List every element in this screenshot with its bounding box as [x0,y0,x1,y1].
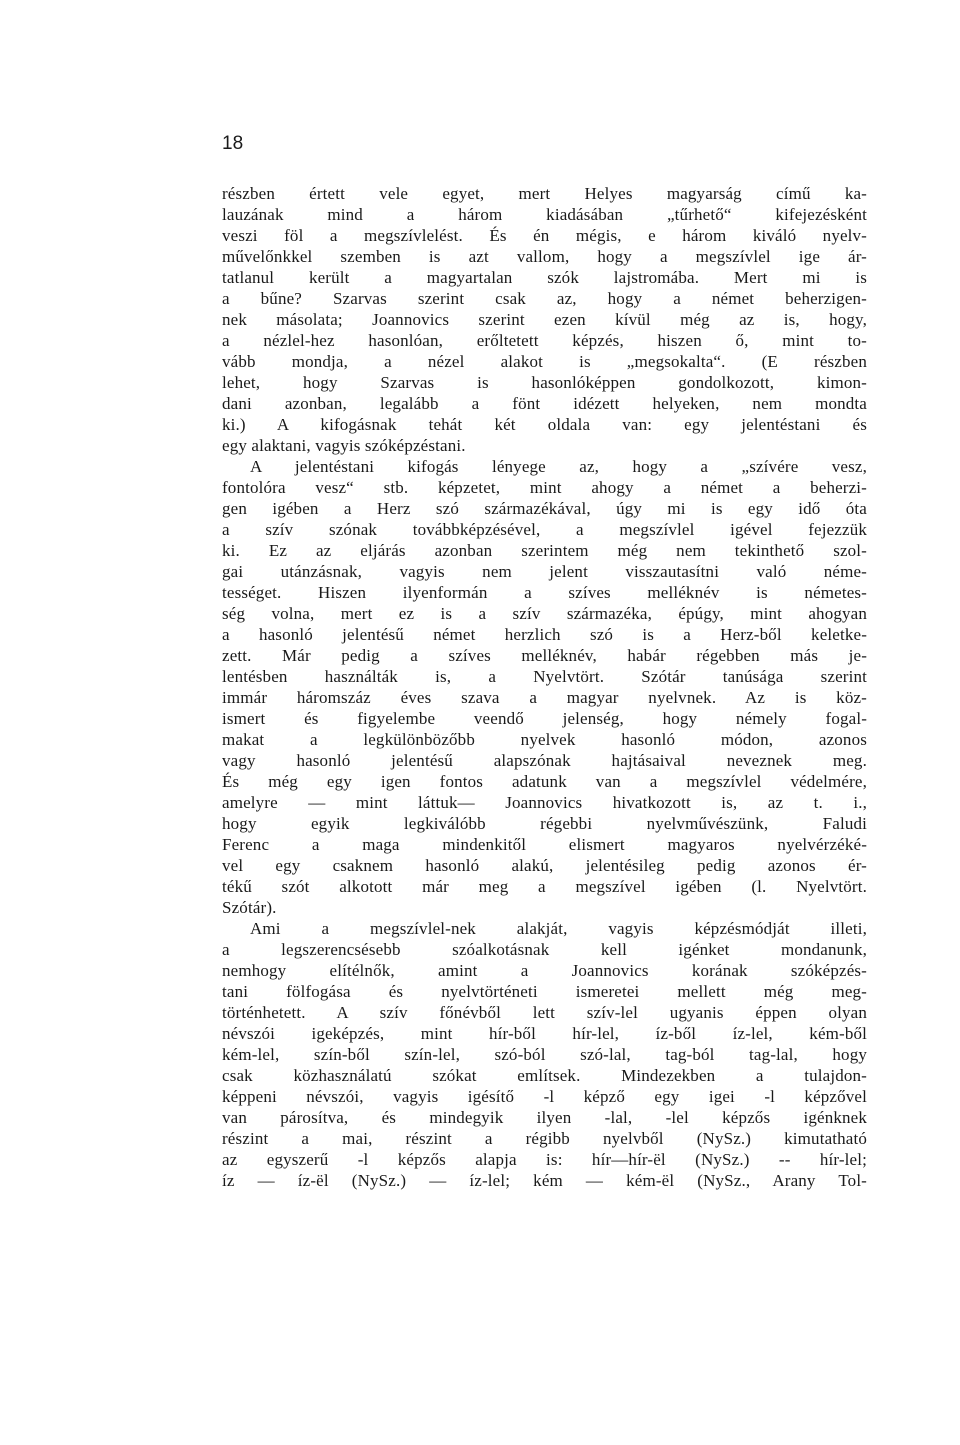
text-line: történhetett. A szív főnévből lett szív-lel ugyanis éppen olyan [222,1003,867,1022]
text-line: nemhogy elítélnők, amint a Joannovics korának szóképzés- [222,961,867,980]
text-line: vel egy csaknem hasonló alakú, jelentésileg pedig azonos ér- [222,856,867,875]
paragraph [222,918,867,1191]
text-line: tatlanul került a magyartalan szók lajstromába. Mert mi is [222,268,867,287]
text-line: gen igében a Herz szó származékával, úgy mi is egy idő óta [222,499,867,518]
text-line: a hasonló jelentésű német herzlich szó is a Herz-ből keletke- [222,625,867,644]
text-line: lehet, hogy Szarvas is hasonlóképpen gondolkozott, kimon- [222,373,867,392]
text-line: A jelentéstani kifogás lényege az, hogy a „szívére vesz, [250,457,867,476]
text-line: névszói igeképzés, mint hír-ből hír-lel, íz-ből íz-lel, kém-ből [222,1024,867,1043]
text-line: gai utánzásnak, vagyis nem jelent visszautasítni való néme- [222,562,867,581]
text-line: a legszerencsésebb szóalkotásnak kell igénket mondanunk, [222,940,867,959]
text-line: a nézlel-hez hasonlóan, erőltetett képzés, hiszen ő, mint to- [222,331,867,350]
text-line: Ami a megszívlel-nek alakját, vagyis képzésmódját illeti, [250,919,867,938]
text-line: tékű szót alkotott már meg a megszível igében (l. Nyelvtört. [222,877,867,896]
text-line: Ferenc a maga mindenkitől elismert magyaros nyelvérzéké- [222,835,867,854]
text-line: zett. Már pedig a szíves melléknév, habár régebben más je- [222,646,867,665]
text-line: fontolóra vesz“ stb. képzetet, mint ahogy a német a beherzi- [222,478,867,497]
text-line: ki.) A kifogásnak tehát két oldala van: egy jelentéstani és [222,415,867,434]
text-line: részint a mai, részint a régibb nyelvből (NySz.) kimutatható [222,1129,867,1148]
text-line: képpeni névszói, vagyis igésítő -l képző egy igei -l képzővel [222,1087,867,1106]
text-line: ki. Ez az eljárás azonban szerintem még nem tekinthető szol- [222,541,867,560]
text-line: részben értett vele egyet, mert Helyes magyarság című ka- [222,184,867,203]
text-line: ismert és figyelembe veendő jelenség, hogy némely fogal- [222,709,867,728]
text-line: van párosítva, és mindegyik ilyen -lal, -lel képzős igénknek [222,1108,867,1127]
text-line: vagy hasonló jelentésű alapszónak hajtásaival neveznek meg. [222,751,867,770]
text-line: ség volna, mert ez is a szív származéka, épúgy, mint ahogyan [222,604,867,623]
text-line: lentésben használták is, a Nyelvtört. Szótár tanúsága szerint [222,667,867,686]
text-line: nek másolata; Joannovics szerint ezen kívül még az is, hogy, [222,310,867,329]
text-line: az egyszerű -l képzős alapja is: hír—hír-ël (NySz.) -- hír-lel; [222,1150,867,1169]
text-line: tani fölfogása és nyelvtörténeti ismeretei mellett még meg- [222,982,867,1001]
text-line: veszi föl a megszívlelést. És én mégis, e három kiváló nyelv- [222,226,867,245]
text-line: vább mondja, a nézel alakot is „megsokalta“. (E részben [222,352,867,371]
text-line: a bűne? Szarvas szerint csak az, hogy a német beherzigen- [222,289,867,308]
text-line: lauzának mind a három kiadásában „tűrhető“ kifejezésként [222,205,867,224]
text-line: kém-lel, szín-ből szín-lel, szó-ból szó-lal, tag-ból tag-lal, hogy [222,1045,867,1064]
text-line: csak közhasználatú szókat említsek. Mindezekben a tulajdon- [222,1066,867,1085]
text-line: dani azonban, legalább a fönt idézett helyeken, nem mondta [222,394,867,413]
text-line: hogy egyik legkiválóbb régebbi nyelvművészünk, Faludi [222,814,867,833]
text-line: íz — íz-ël (NySz.) — íz-lel; kém — kém-ël (NySz., Arany Tol- [222,1171,867,1190]
paragraph [222,456,867,918]
text-line: tességet. Hiszen ilyenformán a szíves melléknév is németes- [222,583,867,602]
paragraph [222,183,867,456]
text-line: egy alaktani, vagyis szóképzéstani. [222,436,466,455]
text-line: makat a legkülönbözőbb nyelvek hasonló módon, azonos [222,730,867,749]
text-line: Szótár). [222,898,277,917]
body-text [222,183,867,1191]
text-line: a szív szónak továbbképzésével, a megszívlel igével fejezzük [222,520,867,539]
page-number: 18 [222,133,244,154]
text-line: művelőnkkel szemben is azt vallom, hogy a megszívlel ige ár- [222,247,867,266]
text-line: amelyre — mint láttuk— Joannovics hivatkozott is, az t. i., [222,793,867,812]
text-line: És még egy igen fontos adatunk van a megszívlel védelmére, [222,772,867,791]
text-line: immár háromszáz éves szava a magyar nyelvnek. Az is köz- [222,688,867,707]
